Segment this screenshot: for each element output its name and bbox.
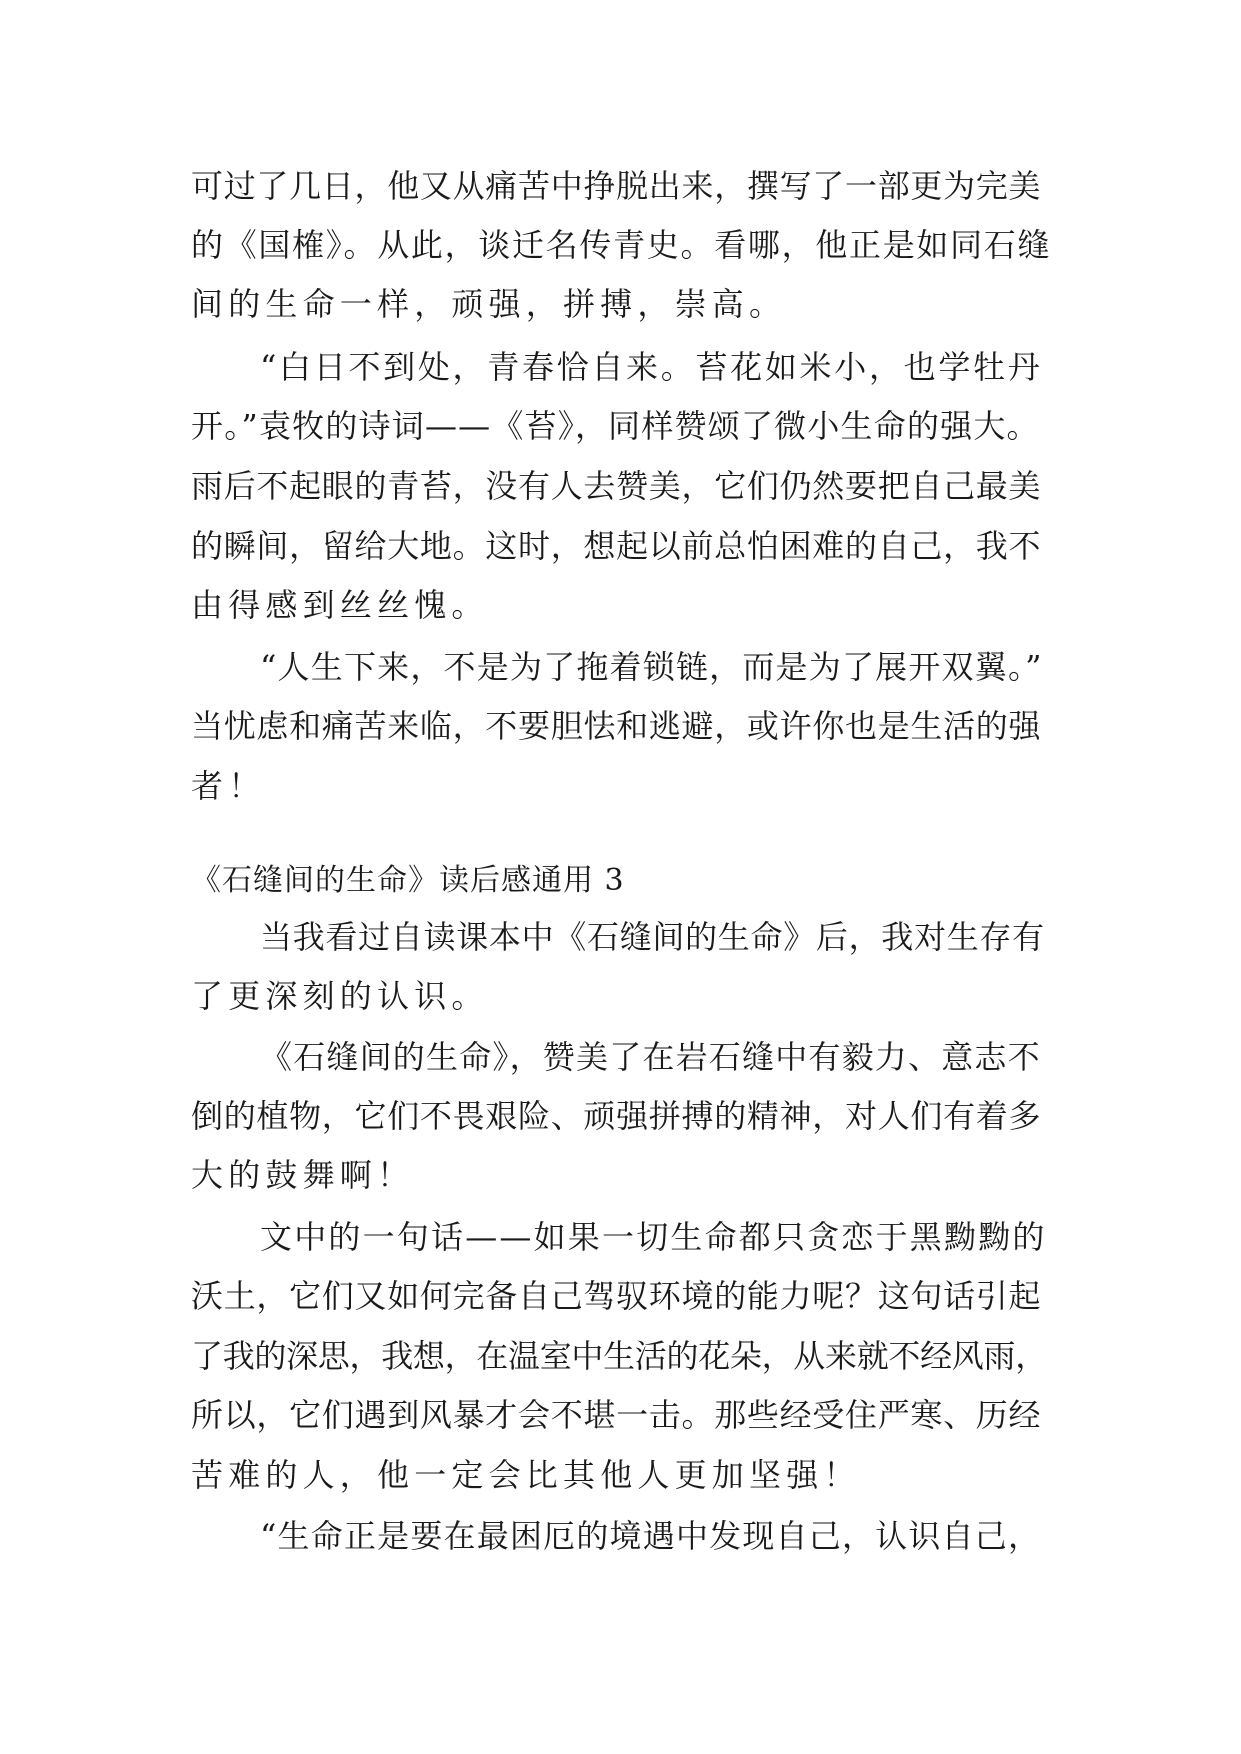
paragraph-5-line-3: 大的鼓舞啊！ [191,1156,415,1194]
section-heading: 《石缝间的生命》读后感通用 3 [191,863,625,898]
paragraph-1-line-1: 可过了几日，他又从痛苦中挣脱出来，撰写了一部更为完美 [191,167,1042,205]
paragraph-6-line-1: 文中的一句话——如果一切生命都只贪恋于黑黝黝的 [260,1218,1047,1256]
paragraph-6-line-2: 沃土，它们又如何完备自己驾驭环境的能力呢？这句话引起 [191,1277,1042,1315]
paragraph-5-line-1: 《石缝间的生命》，赞美了在岩石缝中有毅力、意志不 [260,1038,1041,1076]
paragraph-6-line-5: 苦难的人，他一定会比其他人更加坚强！ [191,1456,861,1494]
paragraph-4-line-2: 了更深刻的认识。 [191,977,489,1015]
paragraph-2-line-4: 的瞬间，留给大地。这时，想起以前总怕困难的自己，我不 [191,527,1042,565]
paragraph-3-line-2: 当忧虑和痛苦来临，不要胆怯和逃避，或许你也是生活的强 [191,707,1042,745]
paragraph-4-line-1: 当我看过自读课本中《石缝间的生命》后，我对生存有 [260,918,1045,956]
paragraph-3-line-3: 者！ [191,767,266,805]
paragraph-6-line-3: 了我的深思，我想，在温室中生活的花朵，从来就不经风雨， [191,1337,1047,1375]
paragraph-2-line-2: 开。”袁牧的诗词——《苔》，同样赞颂了微小生命的强大。 [191,407,1040,445]
paragraph-2-line-5: 由得感到丝丝愧。 [191,586,489,624]
paragraph-2-line-3: 雨后不起眼的青苔，没有人去赞美，它们仍然要把自己最美 [191,467,1042,505]
paragraph-1-line-3: 间的生命一样，顽强，拼搏，崇高。 [191,285,787,323]
paragraph-3-line-1: “人生下来，不是为了拖着锁链，而是为了展开双翼。” [260,648,1043,686]
paragraph-1-line-2: 的《国榷》。从此，谈迁名传青史。看哪，他正是如同石缝 [191,226,1052,264]
paragraph-2-line-1: “白日不到处，青春恰自来。苔花如米小，也学牡丹 [260,348,1043,386]
paragraph-7-line-1: “生命正是要在最困厄的境遇中发现自己，认识自己， [260,1517,1042,1555]
paragraph-5-line-2: 倒的植物，它们不畏艰险、顽强拼搏的精神，对人们有着多 [191,1097,1042,1135]
paragraph-6-line-4: 所以，它们遇到风暴才会不堪一击。那些经受住严寒、历经 [191,1396,1042,1434]
